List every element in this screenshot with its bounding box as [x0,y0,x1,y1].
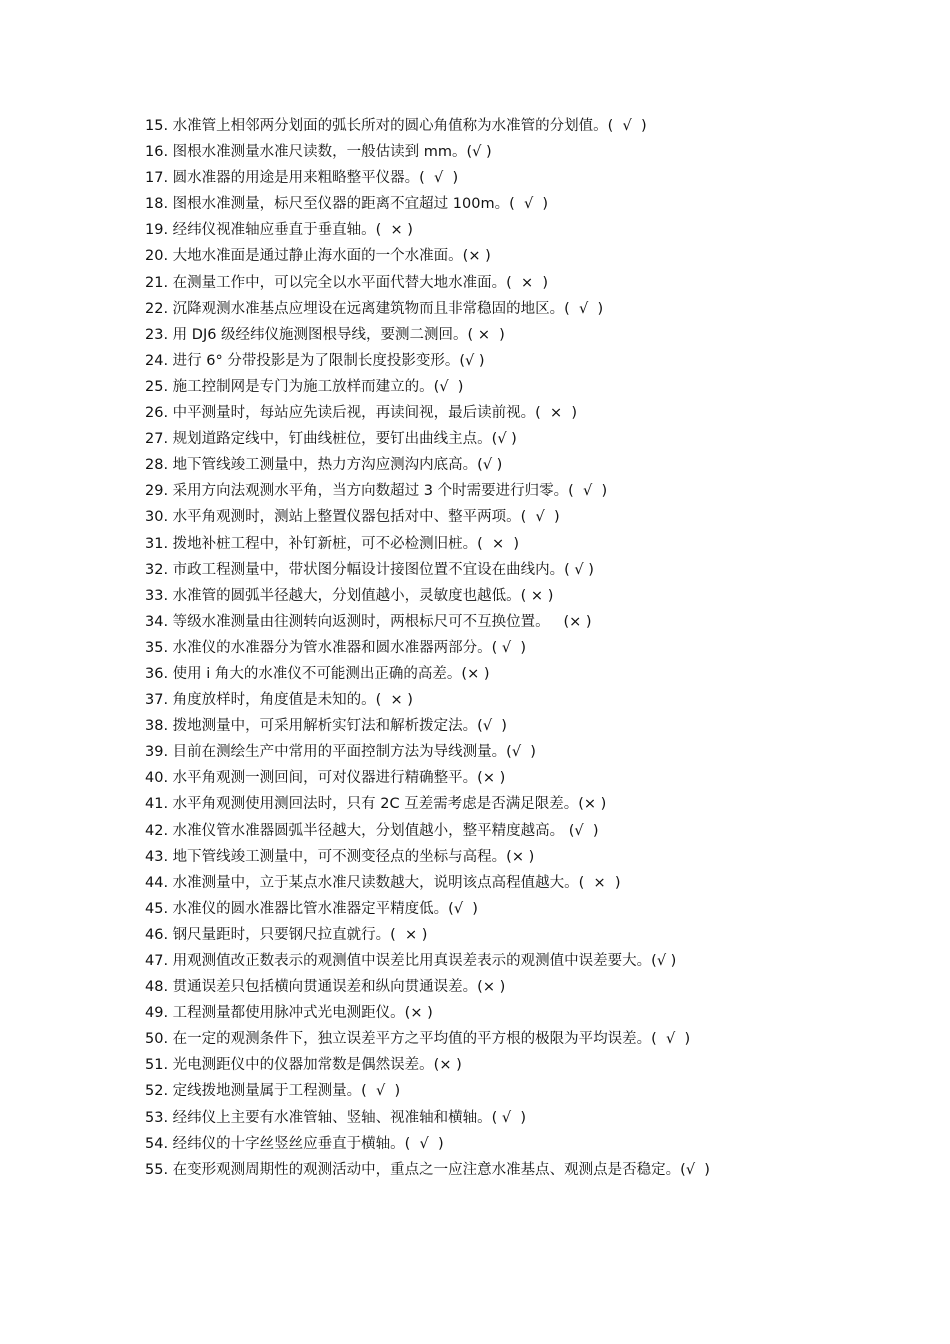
question-27: 27. 规划道路定线中，钉曲线桩位，要钉出曲线主点。(√ ) [145,431,517,448]
question-18: 18. 图根水准测量，标尺至仪器的距离不宜超过 100m。( √ ) [145,196,549,213]
question-35: 35. 水准仪的水准器分为管水准器和圆水准器两部分。( √ ) [145,639,527,656]
question-25: 25. 施工控制网是专门为施工放样而建立的。(√ ) [145,378,464,395]
question-34: 34. 等级水准测量由往测转向返测时，两根标尺可不互换位置。 (× ) [145,613,592,630]
question-32: 32. 市政工程测量中，带状图分幅设计接图位置不宜设在曲线内。( √ ) [145,561,594,578]
question-36: 36. 使用 i 角大的水准仪不可能测出正确的高差。(× ) [145,665,490,682]
question-16: 16. 图根水准测量水准尺读数，一般估读到 mm。(√ ) [145,144,492,161]
question-31: 31. 拨地补桩工程中，补钉新桩，可不必检测旧桩。( × ) [145,535,520,552]
question-43: 43. 地下管线竣工测量中，可不测变径点的坐标与高程。(× ) [145,848,535,865]
question-40: 40. 水平角观测一测回间，可对仪器进行精确整平。(× ) [145,770,506,787]
true-false-question-list [145,113,925,1183]
question-28: 28. 地下管线竣工测量中，热力方沟应测沟内底高。(√ ) [145,457,503,474]
question-41: 41. 水平角观测使用测回法时，只有 2C 互差需考虑是否满足限差。(× ) [145,796,607,813]
question-52: 52. 定线拨地测量属于工程测量。( √ ) [145,1083,401,1100]
question-53: 53. 经纬仪上主要有水准管轴、竖轴、视准轴和横轴。( √ ) [145,1109,527,1126]
question-46: 46. 钢尺量距时，只要钢尺拉直就行。( × ) [145,926,428,943]
question-24: 24. 进行 6° 分带投影是为了限制长度投影变形。(√ ) [145,352,485,369]
question-33: 33. 水准管的圆弧半径越大，分划值越小，灵敏度也越低。( × ) [145,587,554,604]
question-54: 54. 经纬仪的十字丝竖丝应垂直于横轴。( √ ) [145,1135,444,1152]
question-26: 26. 中平测量时，每站应先读后视，再读间视，最后读前视。( × ) [145,405,578,422]
question-21: 21. 在测量工作中，可以完全以水平面代替大地水准面。( × ) [145,274,549,291]
question-42: 42. 水准仪管水准器圆弧半径越大，分划值越小，整平精度越高。 (√ ) [145,822,599,839]
question-38: 38. 拨地测量中，可采用解析实钉法和解析拨定法。(√ ) [145,718,507,735]
question-55: 55. 在变形观测周期性的观测活动中，重点之一应注意水准基点、观测点是否稳定。(√ ) [145,1161,710,1178]
question-22: 22. 沉降观测水准基点应埋设在远离建筑物而且非常稳固的地区。( √ ) [145,300,604,317]
question-50: 50. 在一定的观测条件下，独立误差平方之平均值的平方根的极限为平均误差。( √ ) [145,1031,691,1048]
question-37: 37. 角度放样时，角度值是未知的。( × ) [145,692,413,709]
question-17: 17. 圆水准器的用途是用来粗略整平仪器。( √ ) [145,170,459,187]
question-39: 39. 目前在测绘生产中常用的平面控制方法为导线测量。(√ ) [145,744,536,761]
question-23: 23. 用 DJ6 级经纬仪施测图根导线，要测二测回。( × ) [145,326,505,343]
question-29: 29. 采用方向法观测水平角，当方向数超过 3 个时需要进行归零。( √ ) [145,483,608,500]
question-44: 44. 水准测量中，立于某点水准尺读数越大，说明该点高程值越大。( × ) [145,874,621,891]
question-19: 19. 经纬仪视准轴应垂直于垂直轴。( × ) [145,222,413,239]
question-51: 51. 光电测距仪中的仪器加常数是偶然误差。(× ) [145,1057,462,1074]
question-15: 15. 水准管上相邻两分划面的弧长所对的圆心角值称为水准管的分划值。( √ ) [145,118,647,134]
question-47: 47. 用观测值改正数表示的观测值中误差比用真误差表示的观测值中误差要大。(√ ) [145,953,677,969]
question-30: 30. 水平角观测时，测站上整置仪器包括对中、整平两项。( √ ) [145,509,560,526]
question-20: 20. 大地水准面是通过静止海水面的一个水准面。(× ) [145,248,491,265]
question-45: 45. 水准仪的圆水准器比管水准器定平精度低。(√ ) [145,900,478,917]
question-48: 48. 贯通误差只包括横向贯通误差和纵向贯通误差。(× ) [145,979,506,996]
question-49: 49. 工程测量都使用脉冲式光电测距仪。(× ) [145,1005,433,1022]
